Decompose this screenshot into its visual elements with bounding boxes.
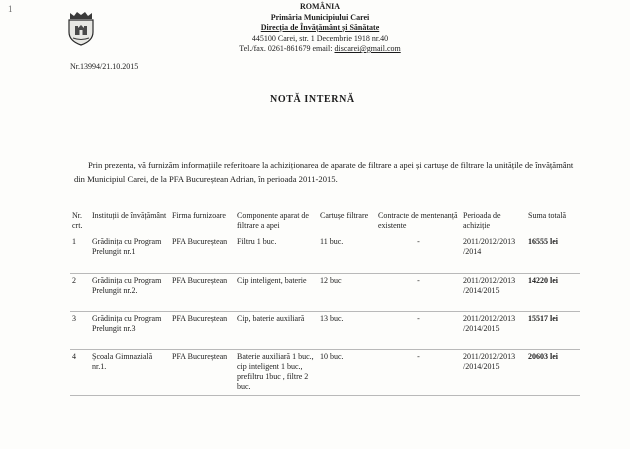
letterhead-office: Primăria Municipiului Carei — [270, 12, 370, 22]
cell-cartridges: 12 buc — [318, 273, 376, 311]
coat-of-arms-icon — [66, 10, 96, 46]
cell-institution: Grădinița cu Program Prelungit nr.1 — [90, 235, 170, 273]
cell-period: 2011/2012/2013 /2014/2015 — [461, 273, 526, 311]
letterhead-phone: Tel./fax. 0261-861679 email: — [239, 44, 333, 53]
letterhead-department: Direcția de Învățământ și Sănătate — [260, 23, 380, 32]
cell-institution: Școala Gimnazială nr.1. — [90, 349, 170, 395]
page-corner-mark: 1 — [8, 4, 14, 14]
cell-firm: PFA Bucureștean — [170, 311, 235, 349]
col-header-nr: Nr. crt. — [72, 211, 83, 230]
col-header-period: Perioada de achiziție — [463, 211, 501, 230]
col-header-institution: Instituții de învățământ — [92, 211, 167, 220]
col-header-components: Componente aparat de filtrare a apei — [237, 211, 309, 230]
table-row — [70, 273, 580, 311]
letterhead-address: 445100 Carei, str. 1 Decembrie 1918 nr.40 — [251, 33, 389, 43]
letterhead-email-link[interactable]: discarei@gmail.com — [334, 44, 401, 53]
col-header-cartridges: Cartușe filtrare — [320, 211, 369, 220]
table-row — [70, 235, 580, 273]
acquisitions-table — [70, 210, 580, 396]
cell-sum: 14220 lei — [526, 273, 580, 311]
cell-nr: 4 — [70, 349, 90, 395]
cell-cartridges: 10 buc. — [318, 349, 376, 395]
cell-contracts: - — [376, 349, 461, 395]
cell-nr: 3 — [70, 311, 90, 349]
letterhead — [190, 2, 450, 55]
cell-cartridges: 11 buc. — [318, 235, 376, 273]
cell-institution: Grădinița cu Program Prelungit nr.2. — [90, 273, 170, 311]
cell-firm: PFA Bucureștean — [170, 273, 235, 311]
cell-institution: Grădinița cu Program Prelungit nr.3 — [90, 311, 170, 349]
cell-nr: 2 — [70, 273, 90, 311]
cell-period: 2011/2012/2013 /2014/2015 — [461, 349, 526, 395]
registration-number: Nr.13994/21.10.2015 — [70, 62, 139, 71]
table-row — [70, 349, 580, 395]
cell-firm: PFA Bucureștean — [170, 349, 235, 395]
cell-components: Cip inteligent, baterie — [235, 273, 318, 311]
cell-cartridges: 13 buc. — [318, 311, 376, 349]
intro-paragraph: Prin prezenta, vă furnizăm informațiile referitoare la achiziționarea de aparate de filtrare a apei și cartușe de filtrare la unitățile de învățământ din Municipiul Carei, de la PFA Bucureștean Adrian, în perioada 2011-2015. — [74, 160, 574, 184]
cell-contracts: - — [376, 311, 461, 349]
col-header-firm: Firma furnizoare — [172, 211, 226, 220]
letterhead-country: ROMÂNIA — [300, 2, 340, 11]
cell-period: 2011/2012/2013 /2014 — [461, 235, 526, 273]
cell-components: Filtru 1 buc. — [235, 235, 318, 273]
col-header-contracts: Contracte de mentenanță existente — [378, 211, 458, 230]
cell-components: Cip, baterie auxiliară — [235, 311, 318, 349]
cell-sum: 15517 lei — [526, 311, 580, 349]
cell-components: Baterie auxiliară 1 buc., cip inteligent 1 buc., prefiltru 1buc , filtre 2 buc. — [235, 349, 318, 395]
col-header-sum: Suma totală — [528, 211, 566, 220]
cell-contracts: - — [376, 235, 461, 273]
table-header-row — [70, 210, 580, 235]
table-row — [70, 311, 580, 349]
cell-sum: 20603 lei — [526, 349, 580, 395]
cell-sum: 16555 lei — [526, 235, 580, 273]
document-title: NOTĂ INTERNĂ — [270, 94, 355, 105]
cell-contracts: - — [376, 273, 461, 311]
cell-period: 2011/2012/2013 /2014/2015 — [461, 311, 526, 349]
letterhead-contact — [190, 44, 450, 55]
cell-nr: 1 — [70, 235, 90, 273]
cell-firm: PFA Bucureștean — [170, 235, 235, 273]
